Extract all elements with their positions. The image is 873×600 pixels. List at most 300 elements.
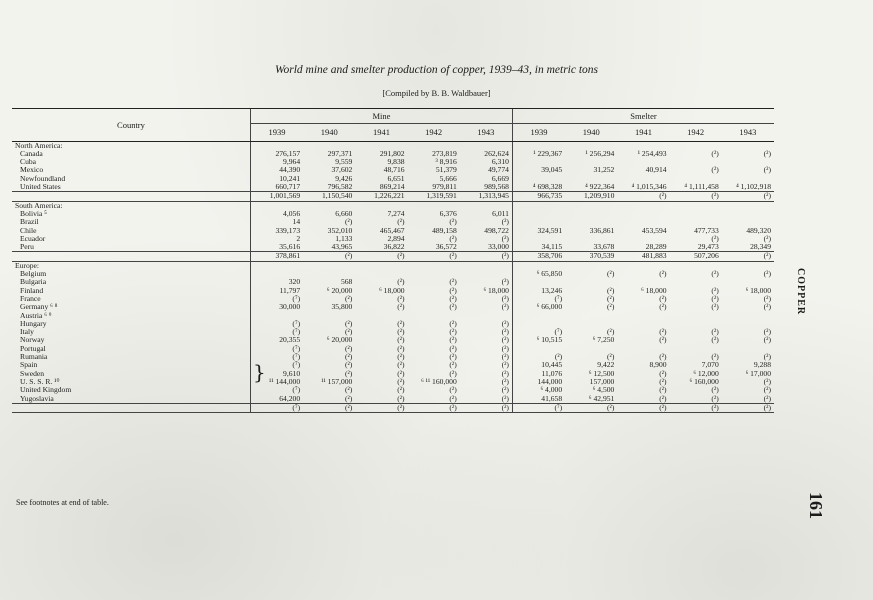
year-header: 1939: [512, 124, 565, 141]
value-cell: (²): [711, 327, 719, 337]
value-cell: [565, 210, 617, 218]
value-cell: (²): [501, 277, 509, 287]
value-cell: [722, 210, 774, 218]
value-cell: 9,964: [250, 158, 303, 166]
value-cell: 796,582: [327, 182, 353, 192]
value-cell: (²): [449, 368, 457, 378]
value-cell: ⁶ 65,850: [512, 270, 565, 278]
total-cell: (²): [722, 403, 774, 412]
value-cell: [670, 312, 722, 320]
country-name: Germany ⁶ ⁸: [20, 302, 58, 312]
value-cell: 9,422: [597, 360, 615, 370]
value-cell: (²): [501, 343, 509, 353]
table-row: [12, 210, 774, 218]
table-row: [12, 270, 774, 278]
value-cell: 660,717: [250, 183, 303, 192]
value-cell: 324,591: [512, 227, 565, 235]
value-cell: ⁶ 20,000: [326, 335, 353, 345]
year-header: 1941: [355, 124, 407, 141]
value-cell: 9,426: [335, 173, 353, 183]
value-cell: (²): [763, 352, 771, 362]
value-cell: (²): [763, 233, 771, 243]
value-cell: (²): [345, 343, 353, 353]
value-cell: ⁶ 4,000: [512, 386, 565, 394]
country-name: Rumania: [20, 352, 48, 362]
value-cell: ¹¹ 157,000: [321, 376, 353, 386]
value-cell: 262,624: [484, 148, 509, 158]
value-cell: (²): [397, 277, 405, 287]
value-cell: 276,157: [250, 150, 303, 158]
country-name: France: [20, 293, 41, 303]
value-cell: (²): [501, 368, 509, 378]
value-cell: [670, 210, 722, 218]
value-cell: 2,894: [387, 233, 405, 243]
value-cell: ⁴ 1,111,458: [684, 182, 719, 192]
country-name: Cuba: [20, 157, 37, 167]
value-cell: ⁶ 4,500: [592, 385, 615, 395]
value-cell: 7,070: [701, 360, 719, 370]
value-cell: 498,722: [484, 225, 509, 235]
value-cell: 30,000: [250, 303, 303, 311]
value-cell: 568: [340, 277, 353, 287]
value-cell: (²): [501, 376, 509, 386]
total-cell: 1,319,591: [408, 192, 460, 201]
region-label: Europe:: [15, 260, 40, 270]
country-name: United Kingdom: [20, 385, 72, 395]
value-cell: (²): [397, 368, 405, 378]
country-header: Country: [12, 109, 250, 142]
value-cell: [512, 210, 565, 218]
total-cell: (²): [670, 403, 722, 412]
value-cell: (²): [659, 376, 667, 386]
value-cell: (²): [763, 302, 771, 312]
value-cell: 29,473: [697, 242, 719, 252]
value-cell: 11,076: [512, 370, 565, 378]
value-cell: ⁶ 42,951: [588, 393, 615, 403]
total-cell: 358,706: [512, 252, 565, 261]
year-header: 1943: [722, 124, 774, 141]
value-cell: (²): [763, 327, 771, 337]
year-header: 1941: [617, 124, 669, 141]
total-cell: (²): [617, 192, 669, 201]
value-cell: (²): [501, 233, 509, 243]
value-cell: (⁷): [250, 361, 303, 369]
region-label: South America:: [15, 200, 63, 210]
value-cell: 9,559: [335, 157, 353, 167]
total-cell: (²): [722, 252, 774, 261]
value-cell: (²): [501, 335, 509, 345]
country-name: Italy: [20, 327, 34, 337]
value-cell: (²): [607, 285, 615, 295]
value-cell: (²): [659, 327, 667, 337]
value-cell: (²): [607, 302, 615, 312]
value-cell: 7,274: [387, 208, 405, 218]
value-cell: 10,241: [250, 175, 303, 183]
value-cell: (²): [659, 335, 667, 345]
value-cell: (²): [659, 293, 667, 303]
value-cell: (²): [397, 360, 405, 370]
value-cell: (²): [659, 269, 667, 279]
value-cell: 339,173: [250, 227, 303, 235]
value-cell: 33,678: [593, 242, 615, 252]
total-cell: (²): [617, 403, 669, 412]
table-row: [12, 336, 774, 344]
total-cell: (⁷): [512, 403, 565, 412]
total-cell: (²): [303, 252, 355, 261]
value-cell: ¹ 254,493: [637, 148, 667, 158]
value-cell: 51,379: [435, 165, 457, 175]
value-cell: 20,355: [250, 336, 303, 344]
value-cell: (²): [607, 327, 615, 337]
country-name: Bolivia ⁵: [20, 208, 47, 218]
value-cell: (⁷): [250, 328, 303, 336]
value-cell: (²): [449, 393, 457, 403]
value-cell: 6,310: [491, 157, 509, 167]
table-row: [12, 312, 774, 320]
value-cell: 297,371: [327, 148, 353, 158]
mine-header: Mine: [250, 109, 512, 124]
value-cell: (²): [449, 302, 457, 312]
total-cell: (⁷): [250, 403, 303, 412]
value-cell: ⁴ 1,015,346: [631, 182, 667, 192]
total-row: [12, 403, 774, 412]
value-cell: (²): [397, 217, 405, 227]
value-cell: (²): [711, 293, 719, 303]
footnote-note: See footnotes at end of table.: [16, 498, 109, 507]
total-cell: (²): [670, 192, 722, 201]
value-cell: 14: [250, 218, 303, 226]
value-cell: ¹ 229,367: [512, 150, 565, 158]
value-cell: 6,669: [491, 173, 509, 183]
value-cell: (²): [763, 393, 771, 403]
table-row: [12, 395, 774, 404]
value-cell: ⁶ 18,000: [379, 285, 405, 295]
value-cell: 48,716: [383, 165, 405, 175]
country-name: U. S. S. R. ¹⁰: [20, 376, 60, 386]
value-cell: (⁷): [250, 386, 303, 394]
value-cell: (²): [397, 376, 405, 386]
year-header: 1940: [565, 124, 617, 141]
value-cell: 10,445: [512, 361, 565, 369]
value-cell: (²): [345, 318, 353, 328]
total-cell: (²): [355, 403, 407, 412]
value-cell: ⁶ 20,000: [326, 285, 353, 295]
value-cell: (²): [449, 277, 457, 287]
value-cell: 41,658: [512, 395, 565, 404]
value-cell: (²): [763, 335, 771, 345]
value-cell: 489,158: [432, 225, 457, 235]
value-cell: 489,320: [746, 225, 771, 235]
value-cell: (²): [449, 352, 457, 362]
value-cell: 157,000: [589, 376, 615, 386]
value-cell: (²): [763, 376, 771, 386]
value-cell: (²): [501, 293, 509, 303]
total-cell: (²): [460, 252, 513, 261]
value-cell: [722, 312, 774, 320]
page-number: 161: [806, 492, 826, 519]
value-cell: 465,467: [379, 225, 405, 235]
value-cell: (²): [512, 353, 565, 361]
value-cell: 44,390: [250, 166, 303, 174]
value-cell: (²): [345, 327, 353, 337]
value-cell: (²): [345, 368, 353, 378]
value-cell: (⁷): [512, 328, 565, 336]
value-cell: (²): [449, 385, 457, 395]
total-cell: 1,150,540: [303, 192, 355, 201]
value-cell: 989,568: [484, 182, 509, 192]
value-cell: 320: [250, 278, 303, 286]
country-name: Belgium: [20, 269, 47, 279]
value-cell: 43,965: [331, 242, 353, 252]
value-cell: (⁷): [250, 295, 303, 303]
germany-austria-brace: }: [253, 360, 266, 384]
year-header: 1942: [670, 124, 722, 141]
value-cell: 31,252: [593, 165, 615, 175]
value-cell: 6,660: [335, 208, 353, 218]
value-cell: ⁴ 922,364: [585, 182, 615, 192]
value-cell: 49,774: [488, 165, 509, 175]
value-cell: (²): [501, 302, 509, 312]
value-cell: (²): [449, 335, 457, 345]
value-cell: 35,616: [250, 243, 303, 252]
value-cell: (²): [397, 352, 405, 362]
value-cell: [617, 210, 669, 218]
table-row: [12, 303, 774, 311]
value-cell: (²): [397, 385, 405, 395]
country-name: Austria ⁶ ⁹: [20, 310, 52, 320]
value-cell: (²): [501, 385, 509, 395]
value-cell: (²): [345, 217, 353, 227]
value-cell: (²): [449, 293, 457, 303]
country-name: Mexico: [20, 165, 44, 175]
value-cell: ⁶ 17,000: [745, 368, 771, 378]
value-cell: (²): [763, 165, 771, 175]
value-cell: 39,045: [512, 166, 565, 174]
value-cell: 6,376: [439, 208, 457, 218]
total-cell: (²): [722, 192, 774, 201]
total-cell: 370,539: [565, 252, 617, 261]
production-table: [12, 108, 774, 413]
value-cell: (²): [397, 393, 405, 403]
total-cell: 966,735: [512, 192, 565, 201]
value-cell: ⁶ 12,000: [693, 368, 719, 378]
total-row: [12, 252, 774, 261]
value-cell: (²): [501, 393, 509, 403]
total-cell: 1,226,221: [355, 192, 407, 201]
value-cell: (²): [711, 165, 719, 175]
value-cell: ⁴ 698,328: [512, 183, 565, 192]
value-cell: (²): [711, 352, 719, 362]
value-cell: 35,800: [331, 302, 353, 312]
value-cell: ⁶ 12,500: [588, 368, 615, 378]
value-cell: ⁴ 1,102,918: [736, 182, 771, 192]
country-name: Portugal: [20, 343, 46, 353]
value-cell: (²): [659, 385, 667, 395]
value-cell: 34,115: [512, 243, 565, 252]
country-name: Norway: [20, 335, 45, 345]
total-row: [12, 192, 774, 201]
table-title: World mine and smelter production of copper, 1939–43, in metric tons: [274, 64, 599, 76]
country-name: Chile: [20, 225, 37, 235]
value-cell: 477,733: [694, 225, 719, 235]
value-cell: 979,811: [432, 182, 457, 192]
value-cell: (²): [345, 385, 353, 395]
value-cell: (²): [763, 385, 771, 395]
total-cell: (²): [565, 403, 617, 412]
country-name: Sweden: [20, 368, 45, 378]
value-cell: (²): [397, 318, 405, 328]
value-cell: (²): [449, 343, 457, 353]
value-cell: (²): [501, 352, 509, 362]
value-cell: (²): [763, 148, 771, 158]
value-cell: (⁷): [250, 353, 303, 361]
value-cell: 36,822: [383, 242, 405, 252]
country-name: Spain: [20, 360, 38, 370]
total-cell: (²): [460, 403, 513, 412]
country-name: Brazil: [20, 217, 39, 227]
value-cell: (²): [345, 293, 353, 303]
value-cell: 2: [250, 235, 303, 243]
year-header: 1940: [303, 124, 355, 141]
year-header: 1942: [408, 124, 460, 141]
value-cell: ⁶ 18,000: [641, 285, 667, 295]
value-cell: 291,802: [379, 148, 405, 158]
value-cell: ⁶ 160,000: [689, 376, 719, 386]
value-cell: (²): [501, 217, 509, 227]
value-cell: (²): [711, 269, 719, 279]
value-cell: (²): [711, 385, 719, 395]
value-cell: (²): [397, 327, 405, 337]
value-cell: (²): [711, 285, 719, 295]
value-cell: ⁶ 66,000: [512, 303, 565, 311]
value-cell: 1,133: [335, 233, 353, 243]
value-cell: ⁶ ¹¹ 160,000: [421, 376, 457, 386]
value-cell: 4,056: [250, 210, 303, 218]
total-cell: (²): [408, 403, 460, 412]
value-cell: (²): [501, 360, 509, 370]
value-cell: (²): [449, 233, 457, 243]
country-name: Yugoslavia: [20, 393, 54, 403]
value-cell: 144,000: [512, 378, 565, 386]
value-cell: (²): [711, 302, 719, 312]
value-cell: (²): [397, 343, 405, 353]
value-cell: (²): [711, 233, 719, 243]
value-cell: 33,000: [488, 242, 509, 252]
value-cell: (⁷): [250, 320, 303, 328]
total-cell: 507,206: [670, 252, 722, 261]
value-cell: (²): [659, 302, 667, 312]
value-cell: ⁶ 10,515: [512, 336, 565, 344]
value-cell: (²): [501, 327, 509, 337]
region-label: North America:: [15, 140, 63, 150]
running-head: COPPER: [795, 268, 806, 316]
value-cell: (²): [449, 217, 457, 227]
year-header: 1939: [250, 124, 303, 141]
value-cell: ⁶ 18,000: [483, 285, 509, 295]
value-cell: 6,651: [387, 173, 405, 183]
value-cell: 8,900: [649, 360, 667, 370]
compiled-by: [Compiled by B. B. Waldbauer]: [382, 88, 491, 98]
value-cell: (²): [345, 352, 353, 362]
value-cell: (²): [397, 293, 405, 303]
country-name: Newfoundland: [20, 173, 66, 183]
value-cell: 336,861: [589, 225, 615, 235]
total-cell: 378,861: [250, 252, 303, 261]
value-cell: 40,914: [645, 165, 667, 175]
total-cell: (²): [355, 252, 407, 261]
total-cell: 481,883: [617, 252, 669, 261]
value-cell: (²): [345, 360, 353, 370]
value-cell: (²): [659, 352, 667, 362]
country-name: Finland: [20, 285, 44, 295]
value-cell: (²): [397, 335, 405, 345]
value-cell: 273,819: [432, 148, 457, 158]
value-cell: 453,594: [641, 225, 667, 235]
value-cell: (²): [607, 293, 615, 303]
smelter-header: Smelter: [512, 109, 774, 124]
value-cell: 869,214: [379, 182, 405, 192]
year-header: 1943: [460, 124, 513, 141]
total-cell: (²): [408, 252, 460, 261]
value-cell: [617, 312, 669, 320]
value-cell: 9,288: [753, 360, 771, 370]
value-cell: (²): [711, 335, 719, 345]
value-cell: 9,610: [250, 370, 303, 378]
value-cell: 6,011: [492, 208, 509, 218]
total-cell: 1,209,910: [565, 192, 617, 201]
country-name: Peru: [20, 242, 34, 252]
value-cell: (²): [607, 269, 615, 279]
value-cell: ⁶ 7,250: [592, 335, 615, 345]
value-cell: (²): [659, 368, 667, 378]
value-cell: (²): [763, 293, 771, 303]
value-cell: (⁷): [512, 295, 565, 303]
table-body: [12, 141, 774, 413]
value-cell: 36,572: [435, 242, 457, 252]
value-cell: ⁶ 18,000: [745, 285, 771, 295]
value-cell: 28,289: [645, 242, 667, 252]
header-row-groups: [12, 109, 774, 124]
value-cell: 11,797: [250, 287, 303, 295]
value-cell: 5,666: [439, 173, 457, 183]
value-cell: 9,838: [387, 157, 405, 167]
value-cell: (²): [711, 148, 719, 158]
value-cell: (²): [449, 318, 457, 328]
value-cell: (²): [501, 318, 509, 328]
value-cell: [512, 312, 565, 320]
value-cell: 28,349: [750, 242, 771, 252]
total-cell: (²): [303, 403, 355, 412]
value-cell: (²): [449, 285, 457, 295]
value-cell: ¹¹ 144,000: [250, 378, 303, 386]
value-cell: (²): [345, 393, 353, 403]
value-cell: (²): [397, 302, 405, 312]
value-cell: ³ 8,916: [435, 157, 457, 167]
value-cell: (²): [763, 269, 771, 279]
value-cell: 64,200: [250, 395, 303, 404]
value-cell: 352,010: [327, 225, 353, 235]
value-cell: (²): [659, 393, 667, 403]
value-cell: (²): [449, 360, 457, 370]
value-cell: (⁷): [250, 345, 303, 353]
country-name: Ecuador: [20, 233, 46, 243]
value-cell: (²): [449, 327, 457, 337]
country-name: Bulgaria: [20, 277, 47, 287]
total-cell: 1,313,945: [460, 192, 513, 201]
total-cell: 1,001,569: [250, 192, 303, 201]
value-cell: 13,246: [512, 287, 565, 295]
value-cell: ¹ 256,294: [585, 148, 615, 158]
